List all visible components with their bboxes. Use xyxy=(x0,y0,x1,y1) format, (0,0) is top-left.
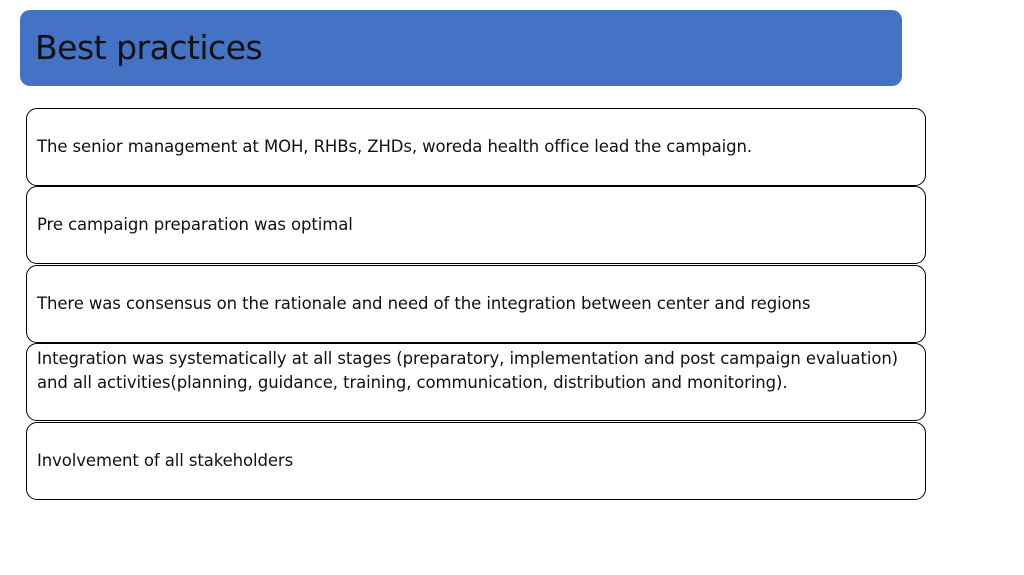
list-item xyxy=(26,343,926,421)
list-item-text: Involvement of all stakeholders xyxy=(37,451,294,471)
list-item xyxy=(26,422,926,500)
list-item xyxy=(26,186,926,264)
list-item-text: The senior management at MOH, RHBs, ZHDs, woreda health office lead the campaign. xyxy=(37,137,752,157)
slide-title: Best practices xyxy=(35,27,263,67)
list-item xyxy=(26,265,926,343)
list-item-text: Integration was systematically at all stages (preparatory, implementation and post campaign evaluation) and all activities(planning, guidance, training, communication, distribution and monitoring). xyxy=(37,349,899,392)
list-item-text: Pre campaign preparation was optimal xyxy=(37,215,353,235)
list-item-text: There was consensus on the rationale and need of the integration between center and regions xyxy=(37,294,811,314)
list-item xyxy=(26,108,926,186)
title-bar xyxy=(20,10,902,86)
